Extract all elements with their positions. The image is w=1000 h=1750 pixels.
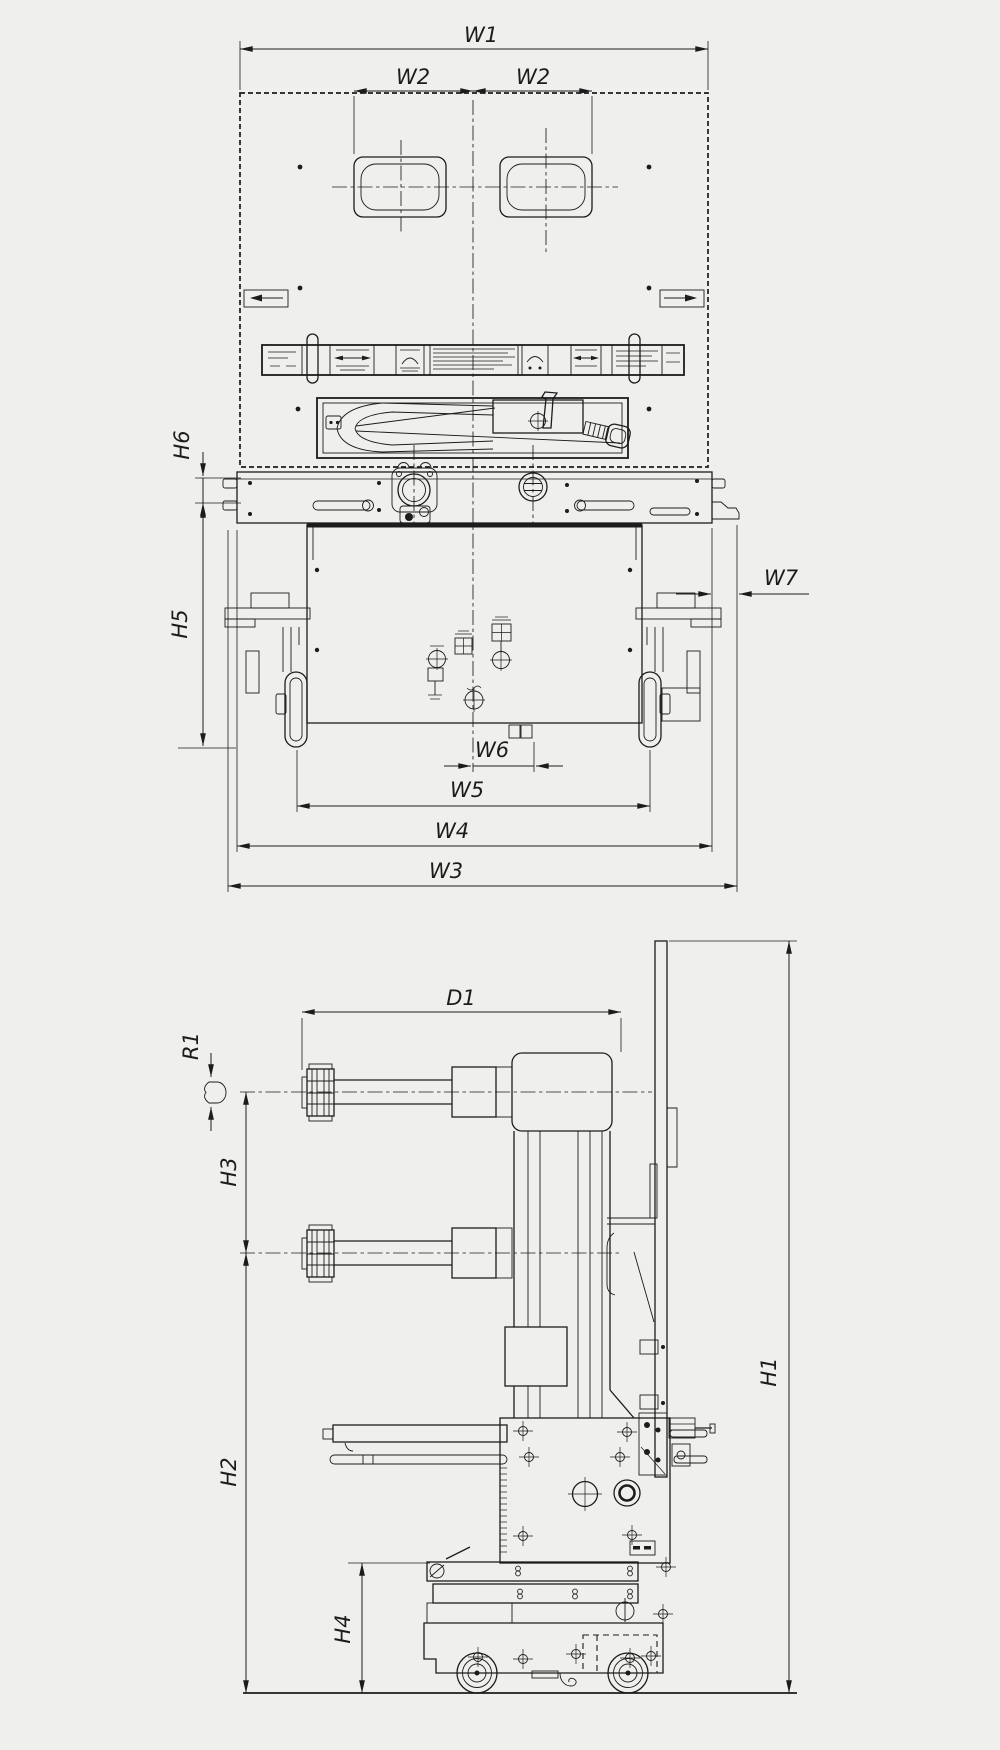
pole-column xyxy=(505,1053,634,1418)
dim-label-r1: R1 xyxy=(179,1032,203,1060)
dim-label-w2-right: W2 xyxy=(515,65,551,89)
centre-fittings xyxy=(426,617,512,712)
dim-label-w7: W7 xyxy=(763,566,799,590)
base-truck xyxy=(424,1547,663,1693)
dim-label-h2: H2 xyxy=(217,1457,241,1487)
dim-label-w2-left: W2 xyxy=(395,65,431,89)
interlock-latch xyxy=(712,502,739,519)
left-guide-tab xyxy=(223,501,237,510)
box-edge-serration xyxy=(500,1468,507,1552)
left-wheel-bracket xyxy=(225,593,310,747)
bottom-tab xyxy=(509,725,520,738)
dim-label-d1: D1 xyxy=(446,986,476,1010)
dim-label-w1: W1 xyxy=(463,23,499,47)
earthing-hook xyxy=(560,1673,576,1686)
right-guide-tab xyxy=(712,479,725,488)
top-view xyxy=(168,23,809,892)
dim-label-h3: H3 xyxy=(217,1157,241,1187)
left-guide-tab xyxy=(223,479,237,488)
dim-label-w4: W4 xyxy=(434,819,470,843)
racking-screw xyxy=(323,1425,507,1464)
dim-label-h5: H5 xyxy=(168,609,192,639)
side-view xyxy=(179,941,797,1693)
bottom-tab xyxy=(521,725,532,738)
contact-stub xyxy=(205,1082,226,1103)
dim-label-w6: W6 xyxy=(474,738,510,762)
dim-label-w3: W3 xyxy=(428,859,464,883)
racking-handle-tray xyxy=(317,392,632,458)
lower-contact-arm xyxy=(302,1225,512,1282)
mechanism-box xyxy=(500,1413,715,1624)
rear-panel xyxy=(607,941,677,1477)
side-view-dimensions xyxy=(179,941,797,1693)
bushing-cutouts xyxy=(332,128,618,252)
dim-label-w5: W5 xyxy=(449,778,485,802)
dim-label-h4: H4 xyxy=(331,1614,355,1644)
interlock-cluster xyxy=(639,1413,715,1475)
right-wheel-bracket xyxy=(636,593,721,747)
upper-contact-arm xyxy=(302,1064,512,1121)
front-rail xyxy=(223,445,739,523)
direction-arrow-plate-right xyxy=(660,290,704,307)
direction-arrow-plate-left xyxy=(244,290,288,307)
dim-label-h1: H1 xyxy=(757,1357,781,1387)
dim-label-h6: H6 xyxy=(170,430,194,460)
